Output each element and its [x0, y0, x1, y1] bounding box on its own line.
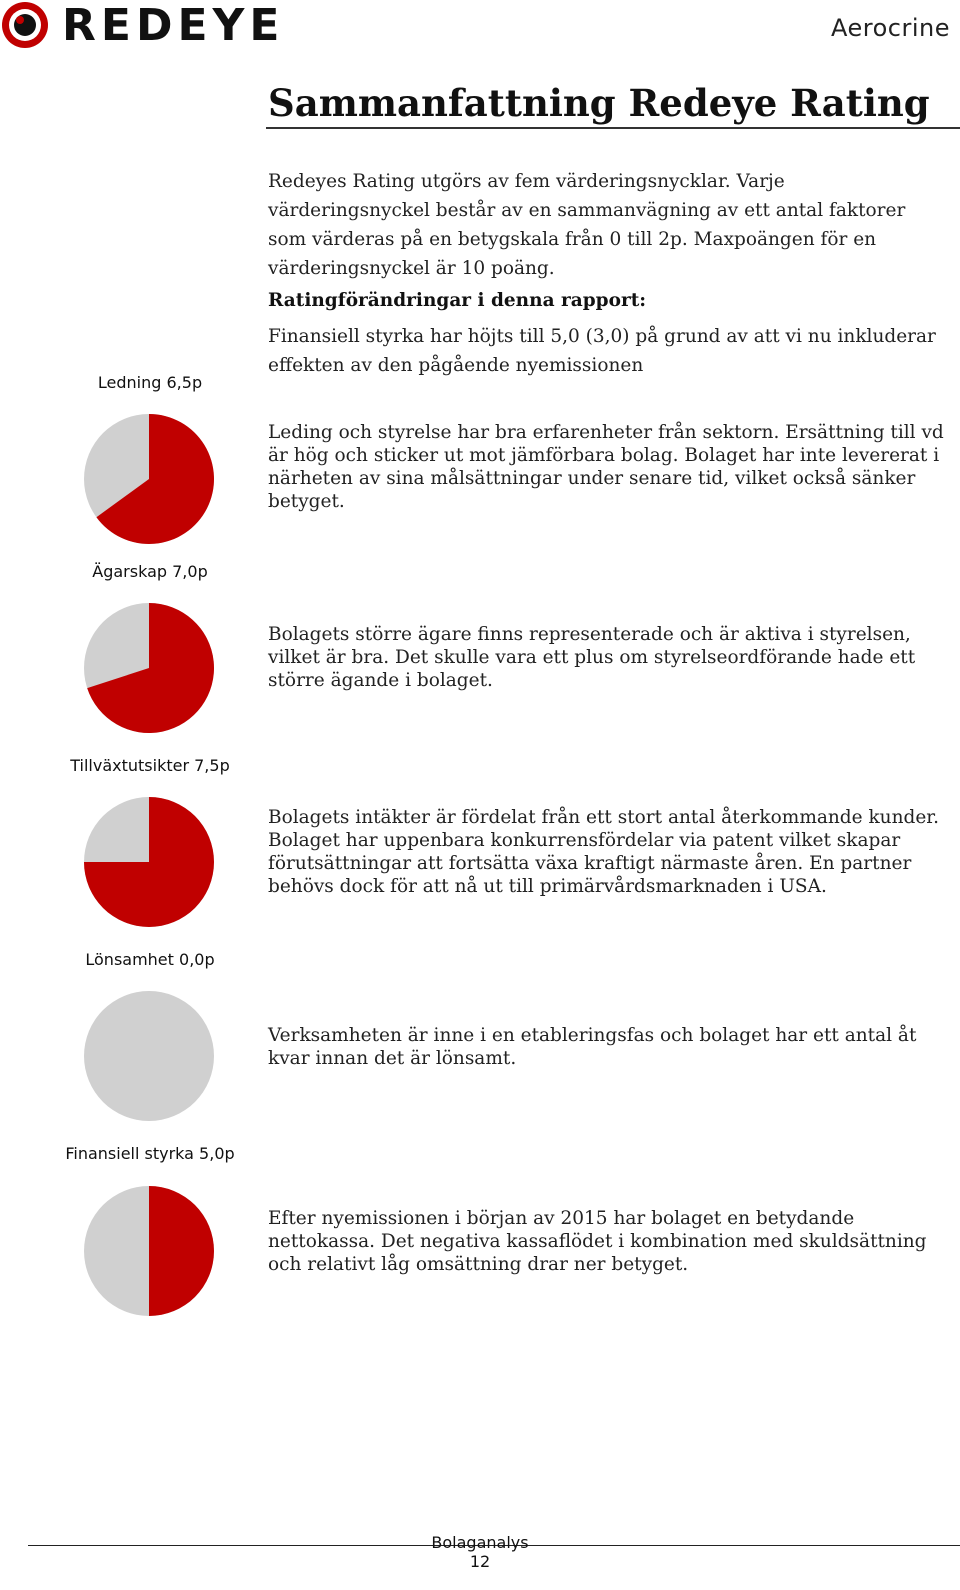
rating-pie-finansiell — [82, 1184, 216, 1318]
rating-label-tillvaxt: Tillväxtutsikter 7,5p — [70, 756, 230, 775]
rating-pie-lonsamhet — [82, 989, 216, 1123]
rating-pie-agarskap — [82, 601, 216, 735]
rating-pie-tillvaxt — [82, 795, 216, 929]
pie-slice-score — [149, 1186, 214, 1316]
company-name: Aerocrine — [831, 14, 950, 42]
redeye-eye-icon — [0, 0, 52, 52]
changes-heading: Ratingförändringar i denna rapport: — [268, 290, 647, 311]
footer-label: Bolaganalys — [431, 1533, 529, 1552]
rating-text-agarskap: Bolagets större ägare finns representerade och är aktiva i styrelsen, vilket är bra. Det skulle vara ett plus om styrelseordförande hade ett större ägande i bolaget. — [268, 624, 916, 691]
title-divider — [266, 127, 960, 129]
rating-label-finansiell: Finansiell styrka 5,0p — [65, 1144, 235, 1163]
page-title: Sammanfattning Redeye Rating — [268, 81, 930, 125]
logo — [0, 0, 285, 51]
rating-pie-ledning — [82, 412, 216, 546]
intro-paragraph: Redeyes Rating utgörs av fem värderingsnycklar. Varje värderingsnyckel består av en sammanvägning av ett antal faktorer som värderas på en betygskala från 0 till 2p. Maxpoängen för en värderingsnyckel är 10 poäng. — [268, 171, 906, 279]
rating-label-lonsamhet: Lönsamhet 0,0p — [85, 950, 215, 969]
pie-slice-remainder — [84, 991, 214, 1121]
changes-text: Finansiell styrka har höjts till 5,0 (3,0) på grund av att vi nu inkluderar effekten av den pågående nyemissionen — [268, 326, 936, 376]
page-number: 12 — [469, 1552, 491, 1571]
rating-label-agarskap: Ägarskap 7,0p — [92, 562, 208, 581]
rating-text-finansiell: Efter nyemissionen i början av 2015 har bolaget en betydande nettokassa. Det negativa kassaflödet i kombination med skuldsättning och relativt låg omsättning drar ner betyget. — [268, 1208, 927, 1275]
brand-name: REDEYE — [62, 0, 285, 51]
rating-text-ledning: Leding och styrelse har bra erfarenheter från sektorn. Ersättning till vd är hög och sticker ut mot jämförbara bolag. Bolaget har inte levererat i närheten av sina målsättningar under senare tid, vilket också sänker betyget. — [268, 422, 944, 512]
rating-label-ledning: Ledning 6,5p — [97, 373, 203, 392]
rating-text-tillvaxt: Bolagets intäkter är fördelat från ett stort antal återkommande kunder. Bolaget har uppenbara konkurrensfördelar via patent vilket skapar förutsättningar att fortsätta växa kraftigt närmaste åren. En partner behövs dock för att nå ut till primärvårdsmarknaden i USA. — [268, 807, 939, 897]
rating-text-lonsamhet: Verksamheten är inne i en etableringsfas och bolaget har ett antal åt kvar innan det är lönsamt. — [268, 1025, 917, 1069]
